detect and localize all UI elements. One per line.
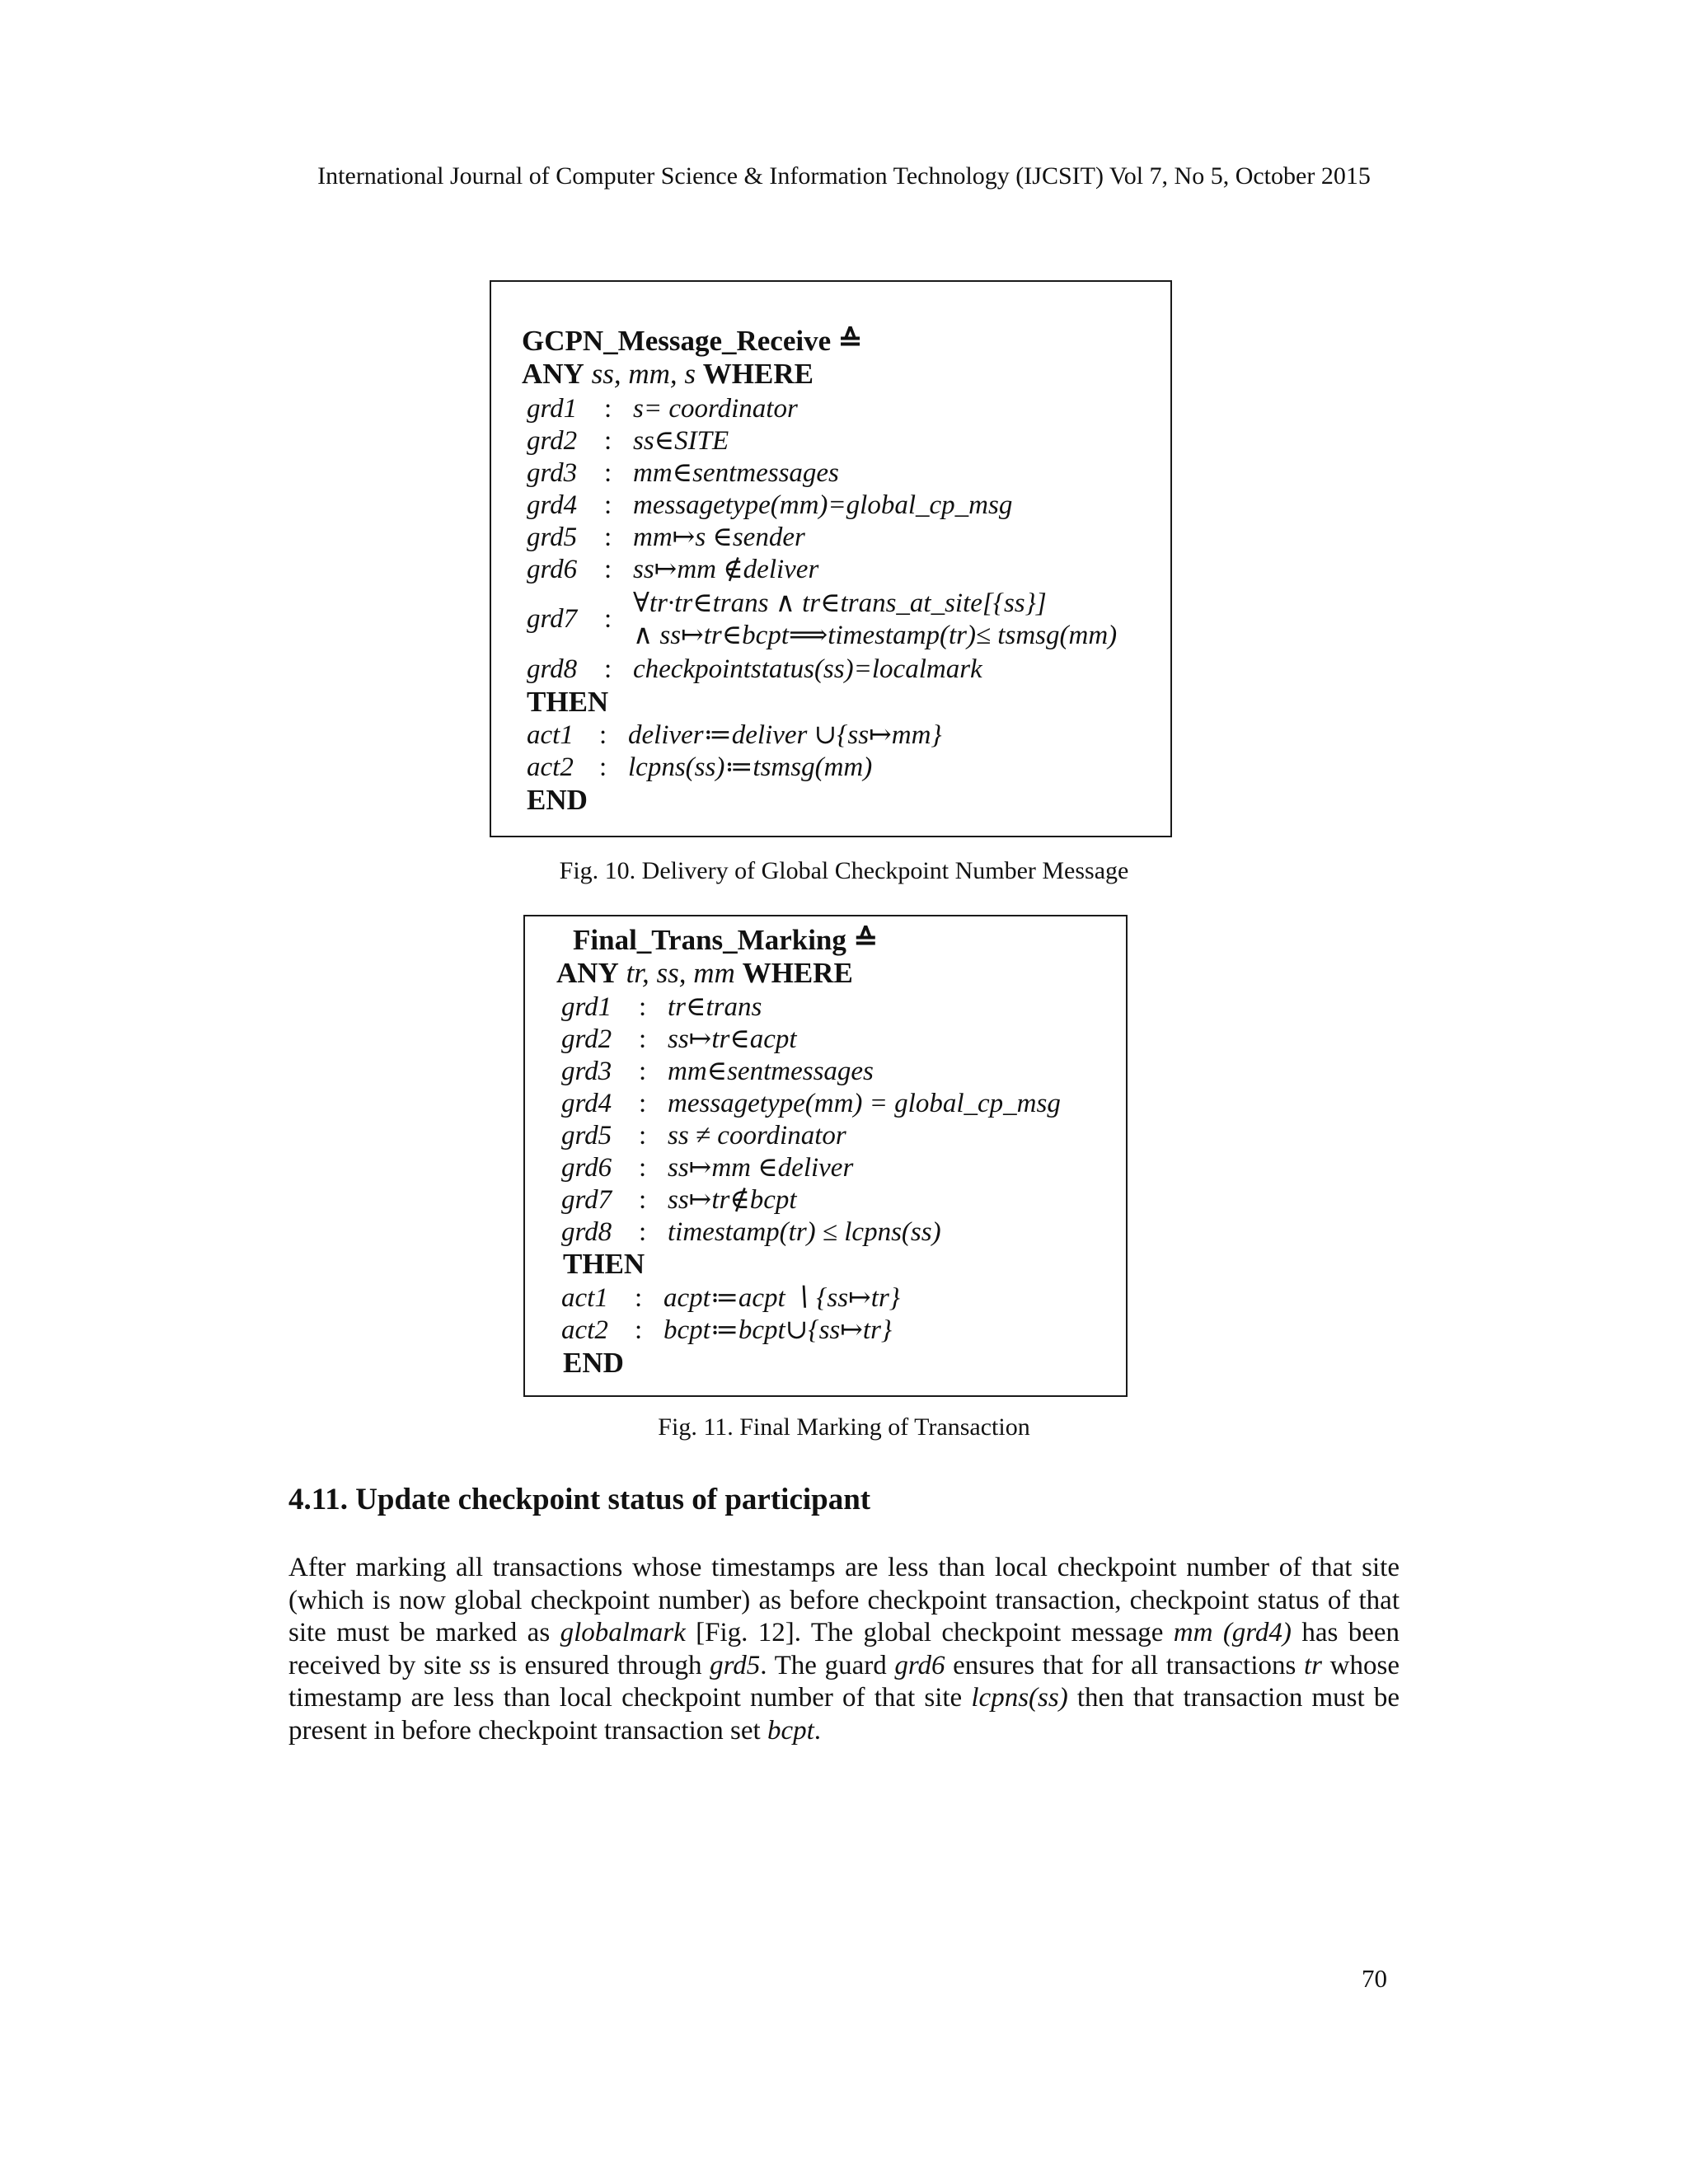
- italic-term: mm (grd4): [1173, 1618, 1292, 1647]
- fig10-guard-label: grd5: [527, 523, 578, 552]
- fig10-action-label: act2: [527, 752, 574, 782]
- fig11-guard-expr: tr∈trans: [668, 992, 762, 1022]
- fig10-guard-colon: :: [604, 604, 612, 634]
- text-run: [Fig. 12]. The global checkpoint message: [685, 1618, 1174, 1647]
- fig10-action-expr: lcpns(ss)≔tsmsg(mm): [628, 752, 873, 782]
- fig11-event-box: [523, 915, 1128, 1397]
- fig11-guard-expr: ss↦tr∉bcpt: [668, 1185, 797, 1215]
- text-run: then that transaction must be present in before checkpoint transaction set: [288, 1683, 1400, 1746]
- page-number: 70: [1362, 1964, 1387, 1993]
- italic-term: grd5: [710, 1650, 761, 1680]
- fig10-guard-colon: :: [604, 490, 612, 520]
- fig11-action-colon: :: [635, 1283, 643, 1313]
- fig11-action-expr: bcpt≔bcpt∪{ss↦tr}: [663, 1315, 893, 1345]
- fig11-guard-label: grd6: [561, 1153, 612, 1183]
- fig10-event-title: GCPN_Message_Receive ≙: [522, 325, 863, 357]
- fig10-guard-label: grd1: [527, 394, 578, 424]
- text-run: ensures that for all transactions: [945, 1650, 1304, 1680]
- fig10-action-expr: deliver≔deliver ∪{ss↦mm}: [628, 720, 942, 750]
- fig10-guard-colon: :: [604, 458, 612, 488]
- text-run: After marking all transactions whose timestamps are less than local checkpoint number of that site (which is now global checkpoint number) as before checkpoint transaction, checkpoint status of that site must be marked as: [288, 1553, 1400, 1647]
- running-header: International Journal of Computer Science & Information Technology (IJCSIT) Vol 7, No 5, October 2015: [317, 162, 1371, 190]
- fig11-guard-label: grd3: [561, 1057, 612, 1086]
- fig10-guard-label: grd8: [527, 654, 578, 684]
- fig11-any-keyword: ANY: [556, 957, 619, 989]
- fig11-guard-colon: :: [639, 1185, 647, 1215]
- fig11-guard-expr: messagetype(mm) = global_cp_msg: [668, 1089, 1061, 1118]
- text-run: is ensured through: [490, 1650, 710, 1680]
- text-run: . The guard: [760, 1650, 895, 1680]
- fig10-params: ss, mm, s: [584, 358, 703, 390]
- fig10-guard-colon: :: [604, 426, 612, 456]
- fig11-action-expr: acpt≔acpt ∖ {ss↦tr}: [663, 1283, 900, 1313]
- fig10-guard-colon: :: [604, 523, 612, 552]
- fig11-guard-label: grd8: [561, 1217, 612, 1247]
- section-heading: 4.11. Update checkpoint status of participant: [288, 1483, 871, 1516]
- fig10-guard-label: grd2: [527, 426, 578, 456]
- fig10-guard-expr: mm↦s ∈sender: [633, 523, 805, 552]
- text-run: has been received by site: [288, 1618, 1400, 1680]
- fig10-guard-expr: s= coordinator: [633, 394, 798, 424]
- fig10-action-label: act1: [527, 720, 574, 750]
- fig11-guard-expr: mm∈sentmessages: [668, 1057, 874, 1086]
- fig11-guard-label: grd5: [561, 1121, 612, 1151]
- fig11-action-label: act1: [561, 1283, 608, 1313]
- fig11-guard-colon: :: [639, 1153, 647, 1183]
- text-run: whose timestamp are less than local checkpoint number of that site: [288, 1650, 1400, 1713]
- fig10-guard-expr: checkpointstatus(ss)=localmark: [633, 654, 982, 684]
- fig11-guard-expr: timestamp(tr) ≤ lcpns(ss): [668, 1217, 941, 1247]
- fig11-guard-label: grd1: [561, 992, 612, 1022]
- fig10-guard-colon: :: [604, 654, 612, 684]
- fig11-action-label: act2: [561, 1315, 608, 1345]
- fig10-guard-expr: messagetype(mm)=global_cp_msg: [633, 490, 1013, 520]
- fig11-caption: Fig. 11. Final Marking of Transaction: [658, 1413, 1030, 1441]
- fig10-guard-expr: mm∈sentmessages: [633, 458, 839, 488]
- italic-term: tr: [1303, 1650, 1322, 1680]
- fig11-guard-expr: ss↦mm ∈deliver: [668, 1153, 854, 1183]
- fig11-guard-expr: ss ≠ coordinator: [668, 1121, 846, 1151]
- fig10-action-colon: :: [599, 720, 607, 750]
- fig11-guard-colon: :: [639, 992, 647, 1022]
- italic-term: globalmark: [560, 1618, 686, 1647]
- text-run: .: [814, 1715, 822, 1746]
- fig10-event-box: [490, 280, 1172, 837]
- fig10-where-keyword: WHERE: [702, 358, 814, 390]
- fig10-any-keyword: ANY: [522, 358, 584, 390]
- fig10-then-keyword: THEN: [527, 686, 609, 718]
- fig11-guard-colon: :: [639, 1121, 647, 1151]
- fig11-action-colon: :: [635, 1315, 643, 1345]
- fig11-end-keyword: END: [563, 1347, 624, 1379]
- fig11-any-clause: [556, 957, 853, 990]
- fig11-guard-label: grd2: [561, 1024, 612, 1054]
- fig11-event-title: Final_Trans_Marking ≙: [573, 924, 878, 956]
- fig11-guard-colon: :: [639, 1024, 647, 1054]
- fig11-where-keyword: WHERE: [742, 957, 853, 989]
- fig10-any-clause: [522, 358, 814, 391]
- fig11-guard-colon: :: [639, 1089, 647, 1118]
- fig10-end-keyword: END: [527, 784, 588, 816]
- fig11-guard-colon: :: [639, 1217, 647, 1247]
- fig11-guard-colon: :: [639, 1057, 647, 1086]
- italic-term: lcpns(ss): [971, 1683, 1068, 1713]
- fig11-guard-expr: ss↦tr∈acpt: [668, 1024, 797, 1054]
- fig11-guard-label: grd7: [561, 1185, 612, 1215]
- fig10-guard-expr: ss∈SITE: [633, 426, 729, 456]
- fig11-then-keyword: THEN: [563, 1248, 645, 1280]
- fig10-guard-expr: ss↦mm ∉deliver: [633, 555, 819, 584]
- fig11-guard-label: grd4: [561, 1089, 612, 1118]
- fig10-guard-expr-cont: ∧ ss↦tr∈bcpt⟹timestamp(tr)≤ tsmsg(mm): [633, 621, 1118, 650]
- fig11-params: tr, ss, mm: [618, 957, 743, 989]
- italic-term: ss: [469, 1650, 491, 1680]
- fig10-guard-label: grd4: [527, 490, 578, 520]
- fig10-guard-expr: ∀tr·tr∈trans ∧ tr∈trans_at_site[{ss}]: [633, 588, 1047, 618]
- fig10-guard-colon: :: [604, 555, 612, 584]
- fig10-caption: Fig. 10. Delivery of Global Checkpoint Number Message: [559, 857, 1129, 884]
- body-paragraph: [288, 1552, 1400, 1747]
- fig10-guard-colon: :: [604, 394, 612, 424]
- fig10-guard-label: grd6: [527, 555, 578, 584]
- fig10-guard-label: grd3: [527, 458, 578, 488]
- italic-term: bcpt: [767, 1715, 814, 1746]
- fig10-guard-label: grd7: [527, 604, 578, 634]
- italic-term: grd6: [894, 1650, 945, 1680]
- fig10-action-colon: :: [599, 752, 607, 782]
